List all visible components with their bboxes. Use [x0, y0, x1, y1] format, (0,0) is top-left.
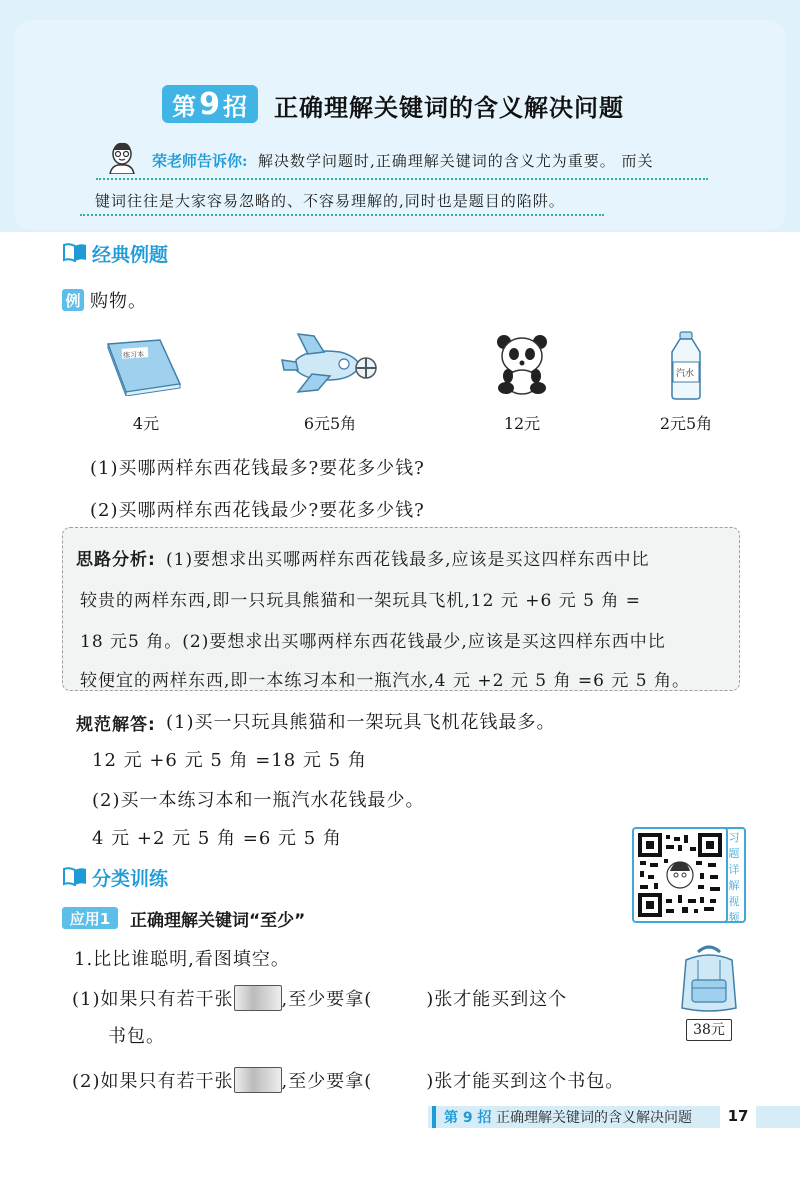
- example-tag: 例: [62, 289, 84, 311]
- price-soda: 2元5角: [659, 414, 713, 433]
- bag-price-tag: 38元: [686, 1019, 732, 1041]
- qr-caption-char: 频: [728, 911, 740, 924]
- page-title: 正确理解关键词的含义解决问题: [274, 94, 624, 122]
- qr-code-icon: [632, 827, 728, 923]
- soda-bottle-icon: [666, 330, 706, 400]
- footer-accent: [432, 1106, 436, 1128]
- section-title-training: 分类训练: [92, 868, 169, 890]
- badge-suffix: 招: [222, 92, 248, 121]
- price-airplane: 6元5角: [303, 414, 357, 433]
- notebook-cover-text: 练习本: [122, 350, 145, 360]
- problem-1-part1: [72, 985, 567, 1013]
- chapter-badge: [162, 85, 258, 123]
- solution-line2: 12 元 +6 元 5 角 =18 元 5 角: [92, 750, 367, 771]
- qr-caption-char: 解: [728, 879, 740, 892]
- solution-label: 规范解答:: [76, 715, 156, 735]
- analysis-label: 思路分析:: [76, 550, 156, 570]
- part2-text-b: ,至少要拿(: [281, 1071, 373, 1092]
- example-text: 购物。: [90, 291, 147, 312]
- qr-caption-char: 习: [728, 831, 740, 844]
- banknote-icon: [234, 1067, 282, 1093]
- toy-airplane-icon: [278, 330, 378, 396]
- part2-text-a: (2)如果只有若干张: [72, 1071, 234, 1092]
- open-book-icon: [62, 866, 88, 886]
- analysis-line2: 较贵的两样东西,即一只玩具熊猫和一架玩具飞机,12 元 +6 元 5 角 =: [80, 591, 641, 611]
- open-book-icon: [62, 242, 88, 262]
- application-tag: 应用1: [62, 907, 118, 929]
- backpack-icon: [676, 942, 742, 1016]
- qr-caption-char: 视: [728, 895, 740, 908]
- footer-title: 正确理解关键词的含义解决问题: [495, 1110, 692, 1126]
- solution-line3: (2)买一本练习本和一瓶汽水花钱最少。: [92, 790, 425, 811]
- qr-caption: [724, 827, 746, 923]
- part2-text-c: )张才能买到这个书包。: [426, 1071, 625, 1092]
- problem-1-intro: 1.比比谁聪明,看图填空。: [74, 949, 290, 970]
- part1-text-b: ,至少要拿(: [281, 989, 373, 1010]
- part1-text-d: 书包。: [108, 1026, 165, 1047]
- problem-1-part2: [72, 1067, 624, 1095]
- question-2: (2)买哪两样东西花钱最少?要花多少钱?: [90, 500, 425, 521]
- footer-text: [444, 1107, 692, 1127]
- page-number: 17: [720, 1104, 756, 1128]
- badge-number: 9: [199, 86, 221, 122]
- toy-panda-icon: [494, 332, 550, 396]
- tip-text-line2: 键词往往是大家容易忽略的、不容易理解的,同时也是题目的陷阱。: [95, 192, 565, 210]
- notebook-icon: [104, 338, 182, 396]
- qr-caption-char: 题: [728, 847, 740, 860]
- part1-text-a: (1)如果只有若干张: [72, 989, 234, 1010]
- application-title: 正确理解关键词“至少”: [130, 911, 306, 931]
- analysis-line3: 18 元5 角。(2)要想求出买哪两样东西花钱最少,应该是买这四样东西中比: [80, 632, 666, 652]
- analysis-line1: (1)要想求出买哪两样东西花钱最多,应该是买这四样东西中比: [166, 550, 650, 570]
- analysis-line4: 较便宜的两样东西,即一本练习本和一瓶汽水,4 元 +2 元 5 角 =6 元 5 角。: [80, 671, 691, 691]
- tip-text-line1: 解决数学问题时,正确理解关键词的含义尤为重要。 而关: [258, 152, 654, 170]
- price-notebook: 4元: [132, 414, 160, 433]
- soda-label: 汽水: [676, 369, 695, 379]
- section-title-examples: 经典例题: [92, 244, 169, 266]
- dotted-rule-1: [96, 178, 708, 180]
- teacher-avatar-icon: [104, 140, 140, 174]
- question-1: (1)买哪两样东西花钱最多?要花多少钱?: [90, 458, 425, 479]
- solution-line1: (1)买一只玩具熊猫和一架玩具飞机花钱最多。: [166, 712, 556, 733]
- tip-label: 荣老师告诉你:: [152, 152, 248, 170]
- dotted-rule-2: [80, 214, 604, 216]
- part1-text-c: )张才能买到这个: [426, 989, 568, 1010]
- solution-line4: 4 元 +2 元 5 角 =6 元 5 角: [92, 828, 342, 849]
- price-panda: 12元: [503, 414, 541, 433]
- qr-caption-char: 详: [728, 863, 740, 876]
- badge-prefix: 第: [172, 92, 198, 121]
- banknote-icon: [234, 985, 282, 1011]
- footer-badge: 第 9 招: [444, 1110, 492, 1126]
